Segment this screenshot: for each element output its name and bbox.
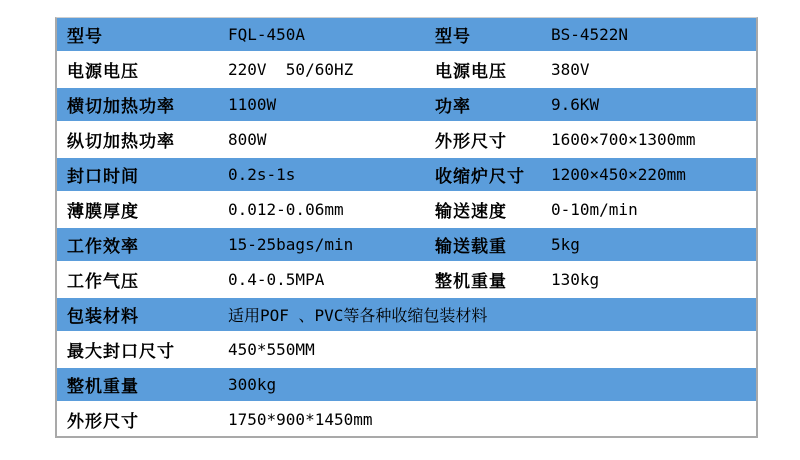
table-row xyxy=(57,18,756,51)
spec-label: 外形尺寸 xyxy=(435,132,507,151)
spec-label: 封口时间 xyxy=(67,167,139,186)
spec-label: 工作气压 xyxy=(67,272,139,291)
spec-value: 1100W xyxy=(228,95,277,114)
table-row xyxy=(57,228,756,261)
table-row xyxy=(57,298,756,331)
spec-value: BS-4522N xyxy=(551,25,629,44)
spec-label: 整机重量 xyxy=(67,377,139,396)
spec-label: 型号 xyxy=(67,27,103,46)
spec-value: 0-10m/min xyxy=(551,200,638,219)
spec-label: 横切加热功率 xyxy=(67,97,175,116)
spec-label: 电源电压 xyxy=(67,62,139,81)
spec-label: 功率 xyxy=(435,97,471,116)
spec-value: 15-25bags/min xyxy=(228,235,354,254)
spec-value: FQL-450A xyxy=(228,25,306,44)
table-row xyxy=(57,88,756,121)
spec-label: 工作效率 xyxy=(67,237,139,256)
spec-value: 450*550MM xyxy=(228,340,315,359)
specification-table xyxy=(55,17,758,438)
spec-value: 800W xyxy=(228,130,267,149)
spec-value: 0.2s-1s xyxy=(228,165,296,184)
spec-label: 输送载重 xyxy=(435,237,507,256)
spec-label: 最大封口尺寸 xyxy=(67,342,175,361)
table-row xyxy=(57,403,756,436)
spec-value: 1750*900*1450mm xyxy=(228,410,373,429)
spec-value: 1600×700×1300mm xyxy=(551,130,696,149)
spec-value: 0.012-0.06mm xyxy=(228,200,344,219)
spec-value: 0.4-0.5MPA xyxy=(228,270,325,289)
spec-label: 输送速度 xyxy=(435,202,507,221)
table-row xyxy=(57,263,756,296)
table-row xyxy=(57,123,756,156)
spec-label: 薄膜厚度 xyxy=(67,202,139,221)
spec-label: 型号 xyxy=(435,27,471,46)
spec-value: 9.6KW xyxy=(551,95,600,114)
spec-value: 5kg xyxy=(551,235,580,254)
table-row xyxy=(57,193,756,226)
table-row xyxy=(57,158,756,191)
spec-label: 包装材料 xyxy=(67,307,139,326)
table-row xyxy=(57,53,756,86)
table-row xyxy=(57,368,756,401)
spec-label: 外形尺寸 xyxy=(67,412,139,431)
spec-label: 整机重量 xyxy=(435,272,507,291)
spec-value: 1200×450×220mm xyxy=(551,165,686,184)
spec-value: 380V xyxy=(551,60,590,79)
table-row xyxy=(57,333,756,366)
spec-value: 适用POF 、PVC等各种收缩包装材料 xyxy=(228,306,488,325)
spec-label: 收缩炉尺寸 xyxy=(435,167,525,186)
spec-label: 电源电压 xyxy=(435,62,507,81)
spec-value: 220V 50/60HZ xyxy=(228,60,354,79)
spec-value: 130kg xyxy=(551,270,600,289)
spec-value: 300kg xyxy=(228,375,277,394)
spec-label: 纵切加热功率 xyxy=(67,132,175,151)
